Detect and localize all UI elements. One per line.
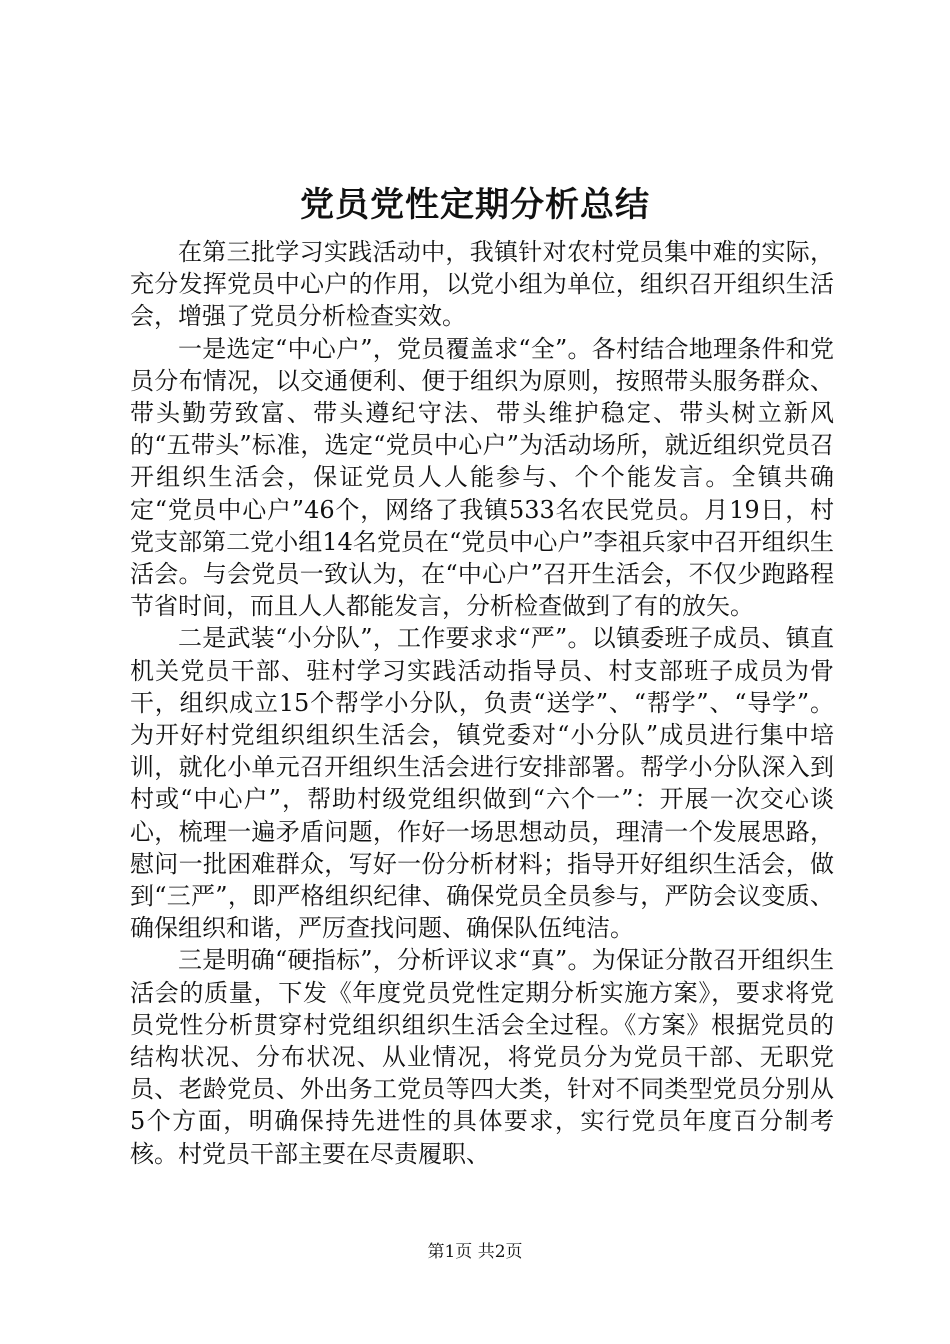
document-title: 党员党性定期分析总结 [300,185,650,225]
paragraph-point-three: 三是明确“硬指标”，分析评议求“真”。为保证分散召开组织生活会的质量，下发《年度党员党性定期分析实施方案》，要求将党员党性分析贯穿村党组织组织生活会全过程。《方案》根据党员的结构状况、分布状况、从业情况，将党员分为党员干部、无职党员、老龄党员、外出务工党员等四大类，针对不同类型党员分别从5个方面，明确保持先进性的具体要求，实行党员年度百分制考核。村党员干部主要在尽责履职、 [130,946,834,1168]
page-number-footer: 第1页 共2页 [427,1242,523,1262]
paragraph-intro: 在第三批学习实践活动中，我镇针对农村党员集中难的实际，充分发挥党员中心户的作用，以党小组为单位，组织召开组织生活会，增强了党员分析检查实效。 [130,238,834,331]
document-body [130,236,834,1170]
paragraph-point-two: 二是武装“小分队”，工作要求求“严”。以镇委班子成员、镇直机关党员干部、驻村学习实践活动指导员、村支部班子成员为骨干，组织成立15个帮学小分队，负责“送学”、“帮学”、“导学”。为开好村党组织组织生活会，镇党委对“小分队”成员进行集中培训，就化小单元召开组织生活会进行安排部署。帮学小分队深入到村或“中心户”，帮助村级党组织做到“六个一”：开展一次交心谈心，梳理一遍矛盾问题，作好一场思想动员，理清一个发展思路，慰问一批困难群众，写好一份分析材料；指导开好组织生活会，做到“三严”，即严格组织纪律、确保党员全员参与，严防会议变质、确保组织和谐，严厉查找问题、确保队伍纯洁。 [130,624,834,943]
paragraph-point-one: 一是选定“中心户”，党员覆盖求“全”。各村结合地理条件和党员分布情况，以交通便利、便于组织为原则，按照带头服务群众、带头勤劳致富、带头遵纪守法、带头维护稳定、带头树立新风的“五带头”标准，选定“党员中心户”为活动场所，就近组织党员召开组织生活会，保证党员人人能参与、个个能发言。全镇共确定“党员中心户”46个，网络了我镇533名农民党员。月19日，村党支部第二党小组14名党员在“党员中心户”李祖兵家中召开组织生活会。与会党员一致认为，在“中心户”召开生活会，不仅少跑路程节省时间，而且人人都能发言，分析检查做到了有的放矢。 [130,334,834,621]
